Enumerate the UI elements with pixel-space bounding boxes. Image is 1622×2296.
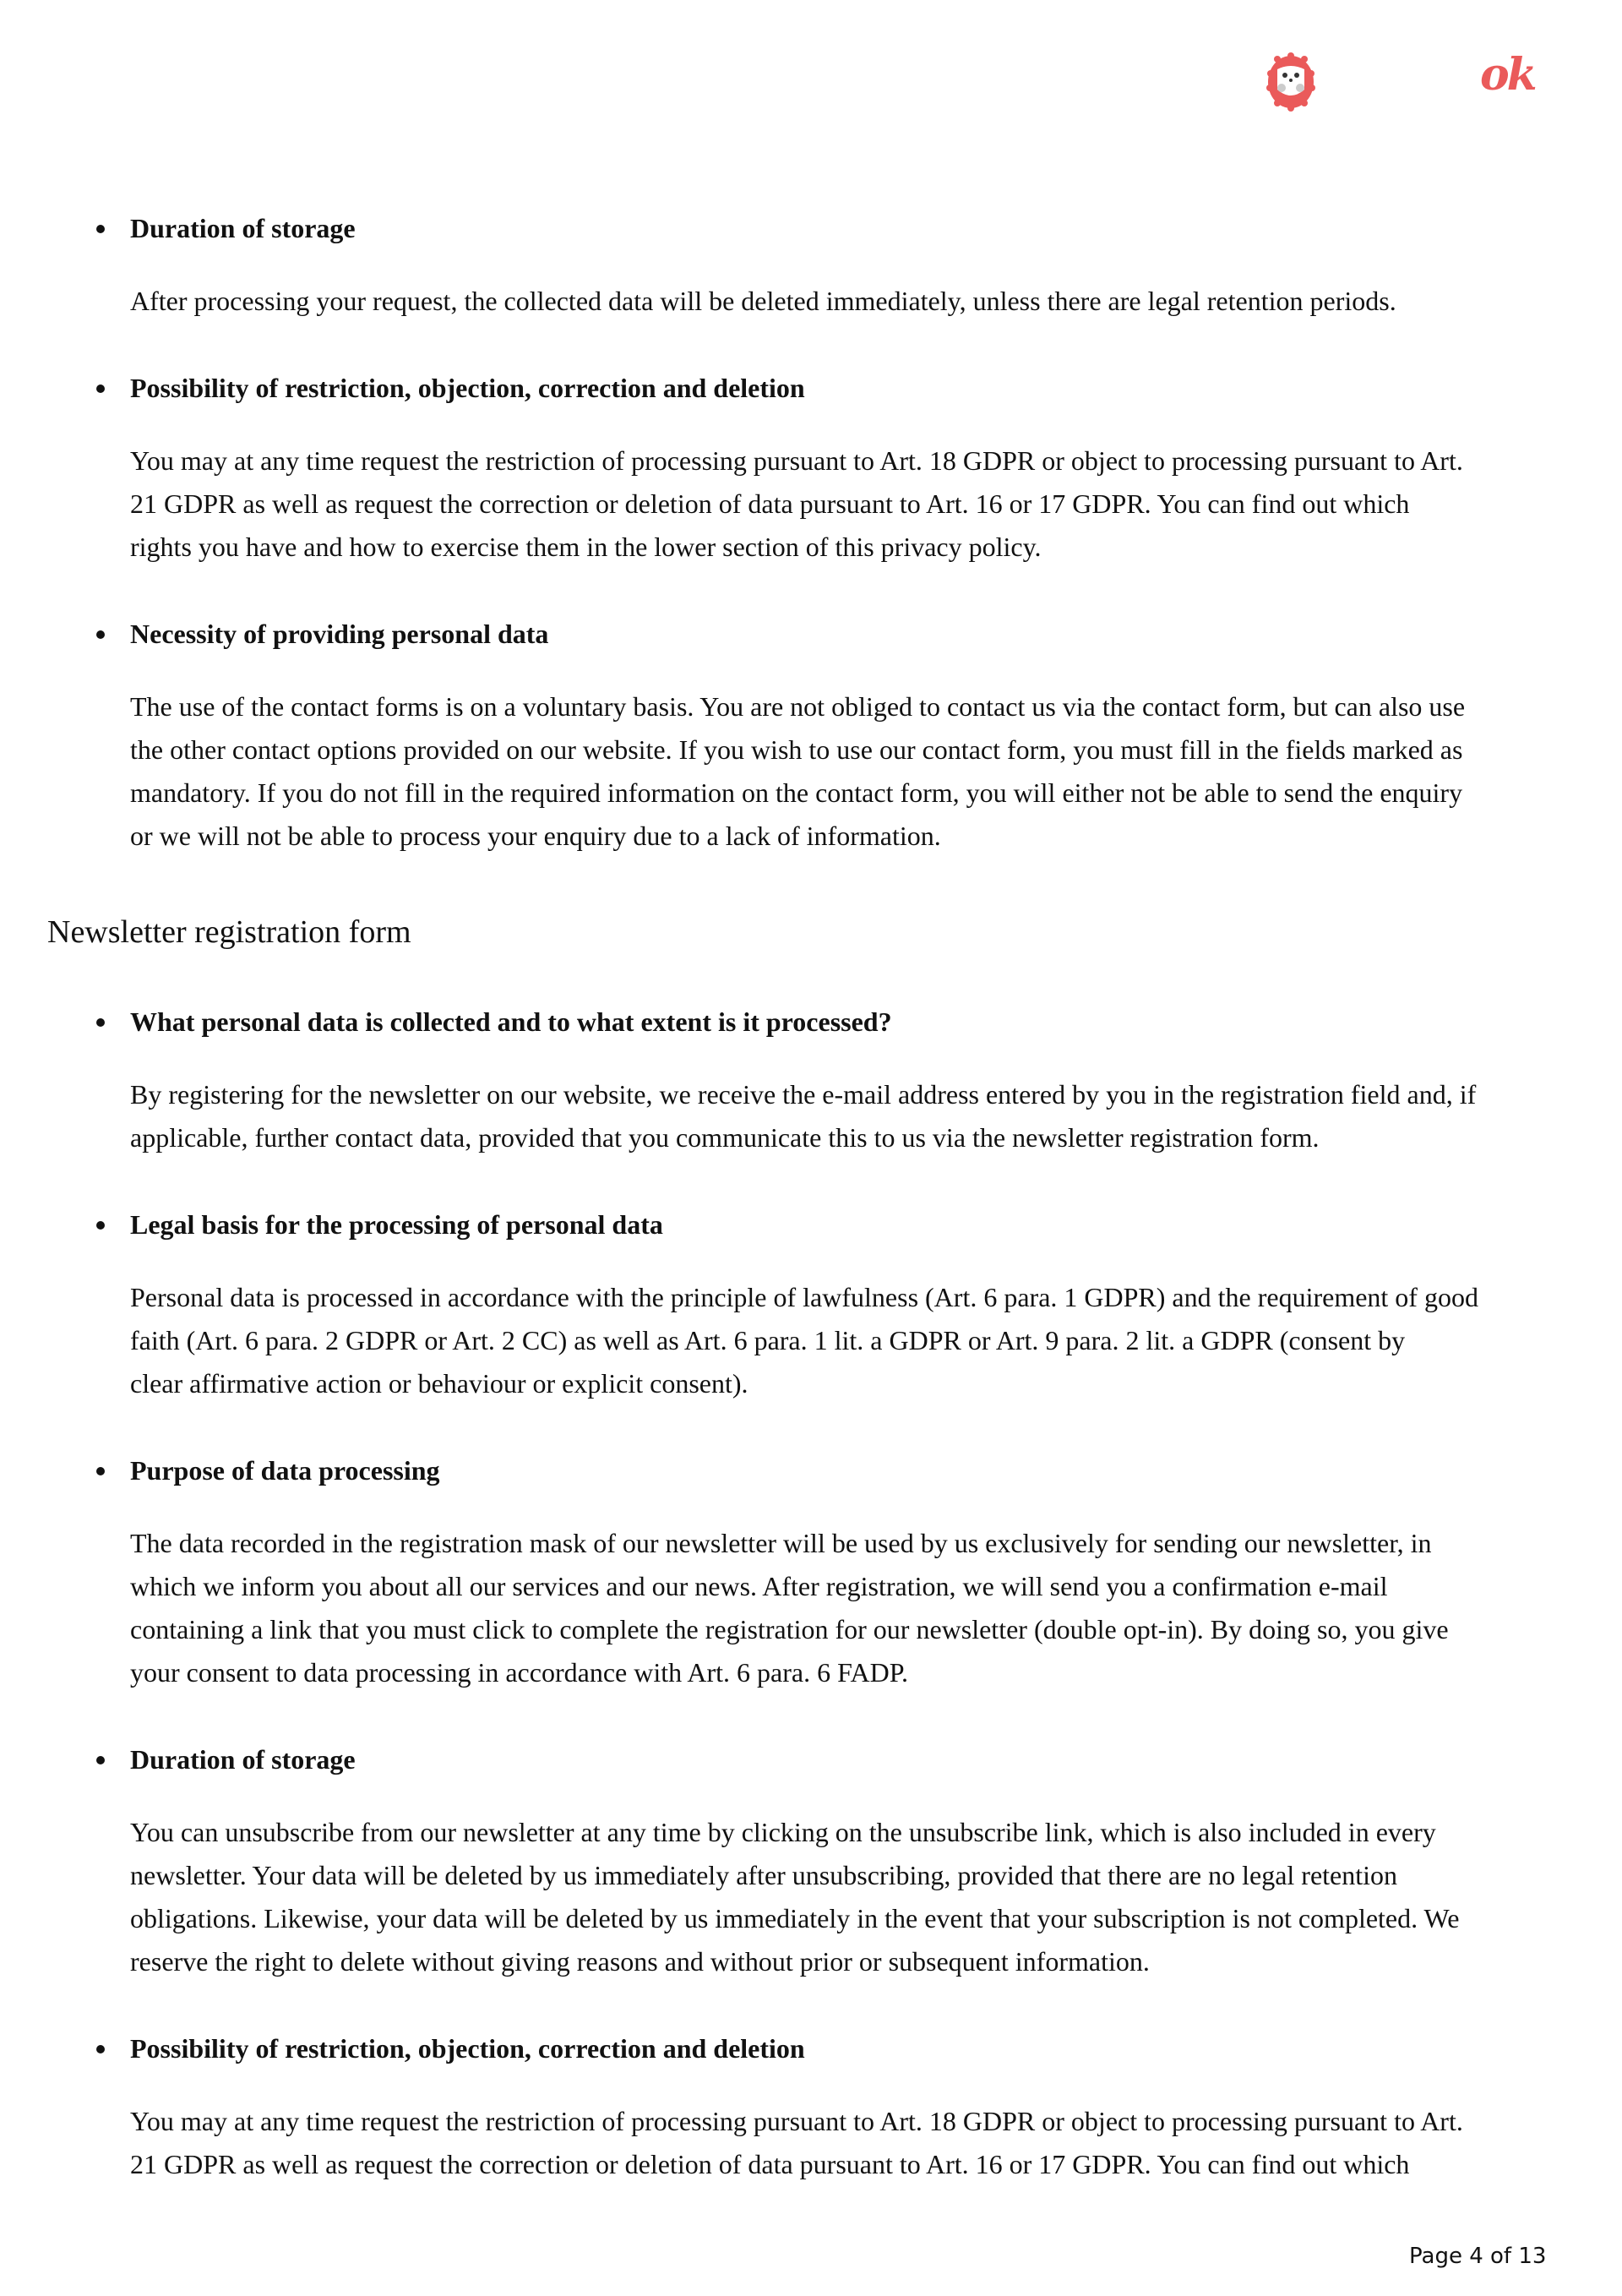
item-title: Possibility of restriction, objection, correction and deletion (130, 373, 805, 403)
item-title: What personal data is collected and to what extent is it processed? (130, 1006, 892, 1037)
paragraph-line: By registering for the newsletter on our website, we receive the e-mail address entered by you in the registration field and, if (130, 1079, 1477, 1110)
hedgehog-logo-icon (1265, 52, 1316, 112)
paragraph-line: rights you have and how to exercise them in the lower section of this privacy policy. (130, 532, 1042, 562)
list-item (0, 1001, 1622, 1159)
list-item (0, 207, 1622, 323)
paragraph-line: your consent to data processing in accordance with Art. 6 para. 6 FADP. (130, 1657, 908, 1688)
item-paragraph (130, 1522, 1622, 1694)
brand-logo-text: ok (1480, 49, 1535, 101)
list-item (0, 1449, 1622, 1694)
bullet-icon (96, 1018, 105, 1027)
item-title: Duration of storage (130, 1744, 356, 1775)
list-item (0, 2027, 1622, 2186)
item-title: Necessity of providing personal data (130, 619, 549, 649)
bullet-icon (96, 1467, 105, 1475)
paragraph-line: Personal data is processed in accordance with the principle of lawfulness (Art. 6 para. 1 GDPR) and the requirement of good (130, 1282, 1478, 1312)
bullet-icon (96, 225, 105, 233)
paragraph-line: containing a link that you must click to complete the registration for our newsletter (double opt-in). By doing so, you give (130, 1614, 1449, 1644)
item-paragraph (130, 439, 1622, 569)
paragraph-line: reserve the right to delete without giving reasons and without prior or subsequent information. (130, 1946, 1150, 1977)
item-paragraph (130, 1276, 1622, 1405)
paragraph-line: mandatory. If you do not fill in the required information on the contact form, you will either not be able to send the enquiry (130, 777, 1463, 808)
paragraph-line: 21 GDPR as well as request the correction or deletion of data pursuant to Art. 16 or 17 GDPR. You can find out which (130, 2149, 1410, 2179)
bullet-icon (96, 1756, 105, 1764)
bullet-icon (96, 384, 105, 393)
paragraph-line: obligations. Likewise, your data will be deleted by us immediately in the event that your subscription is not completed. We (130, 1903, 1460, 1933)
item-paragraph (130, 280, 1622, 323)
bullet-icon (96, 630, 105, 639)
item-paragraph (130, 685, 1622, 858)
paragraph-line: the other contact options provided on our website. If you wish to use our contact form, you must fill in the fields marked as (130, 734, 1463, 765)
bullet-icon (96, 1221, 105, 1230)
paragraph-line: newsletter. Your data will be deleted by us immediately after unsubscribing, provided that there are no legal retention (130, 1860, 1398, 1890)
item-paragraph (130, 1073, 1622, 1159)
paragraph-line: You may at any time request the restriction of processing pursuant to Art. 18 GDPR or object to processing pursuant to Art. (130, 445, 1463, 476)
paragraph-line: After processing your request, the collected data will be deleted immediately, unless there are legal retention periods. (130, 286, 1396, 316)
section-heading: Newsletter registration form (47, 914, 411, 950)
page-number: Page 4 of 13 (1409, 2244, 1547, 2269)
paragraph-line: The use of the contact forms is on a voluntary basis. You are not obliged to contact us via the contact form, but can also use (130, 691, 1466, 722)
document-body (0, 207, 1622, 2230)
list-item (0, 1203, 1622, 1405)
item-paragraph (130, 2100, 1622, 2186)
paragraph-line: The data recorded in the registration mask of our newsletter will be used by us exclusively for sending our newsletter, in (130, 1528, 1432, 1558)
list-item (0, 613, 1622, 858)
paragraph-line: You can unsubscribe from our newsletter at any time by clicking on the unsubscribe link, which is also included in every (130, 1817, 1436, 1847)
list-item (0, 367, 1622, 569)
item-title: Duration of storage (130, 213, 356, 243)
paragraph-line: faith (Art. 6 para. 2 GDPR or Art. 2 CC) as well as Art. 6 para. 1 lit. a GDPR or Art. 9 para. 2 lit. a GDPR (consent by (130, 1325, 1406, 1355)
paragraph-line: You may at any time request the restriction of processing pursuant to Art. 18 GDPR or object to processing pursuant to Art. (130, 2106, 1463, 2136)
paragraph-line: 21 GDPR as well as request the correction or deletion of data pursuant to Art. 16 or 17 GDPR. You can find out which (130, 488, 1410, 519)
item-title: Legal basis for the processing of personal data (130, 1209, 663, 1240)
paragraph-line: which we inform you about all our services and our news. After registration, we will send you a confirmation e-mail (130, 1571, 1388, 1601)
paragraph-line: or we will not be able to process your enquiry due to a lack of information. (130, 821, 941, 851)
item-title: Purpose of data processing (130, 1455, 440, 1486)
item-title: Possibility of restriction, objection, correction and deletion (130, 2033, 805, 2064)
paragraph-line: clear affirmative action or behaviour or explicit consent). (130, 1368, 748, 1399)
item-paragraph (130, 1811, 1622, 1983)
bullet-icon (96, 2045, 105, 2053)
paragraph-line: applicable, further contact data, provided that you communicate this to us via the newsletter registration form. (130, 1122, 1320, 1153)
list-item (0, 1738, 1622, 1983)
